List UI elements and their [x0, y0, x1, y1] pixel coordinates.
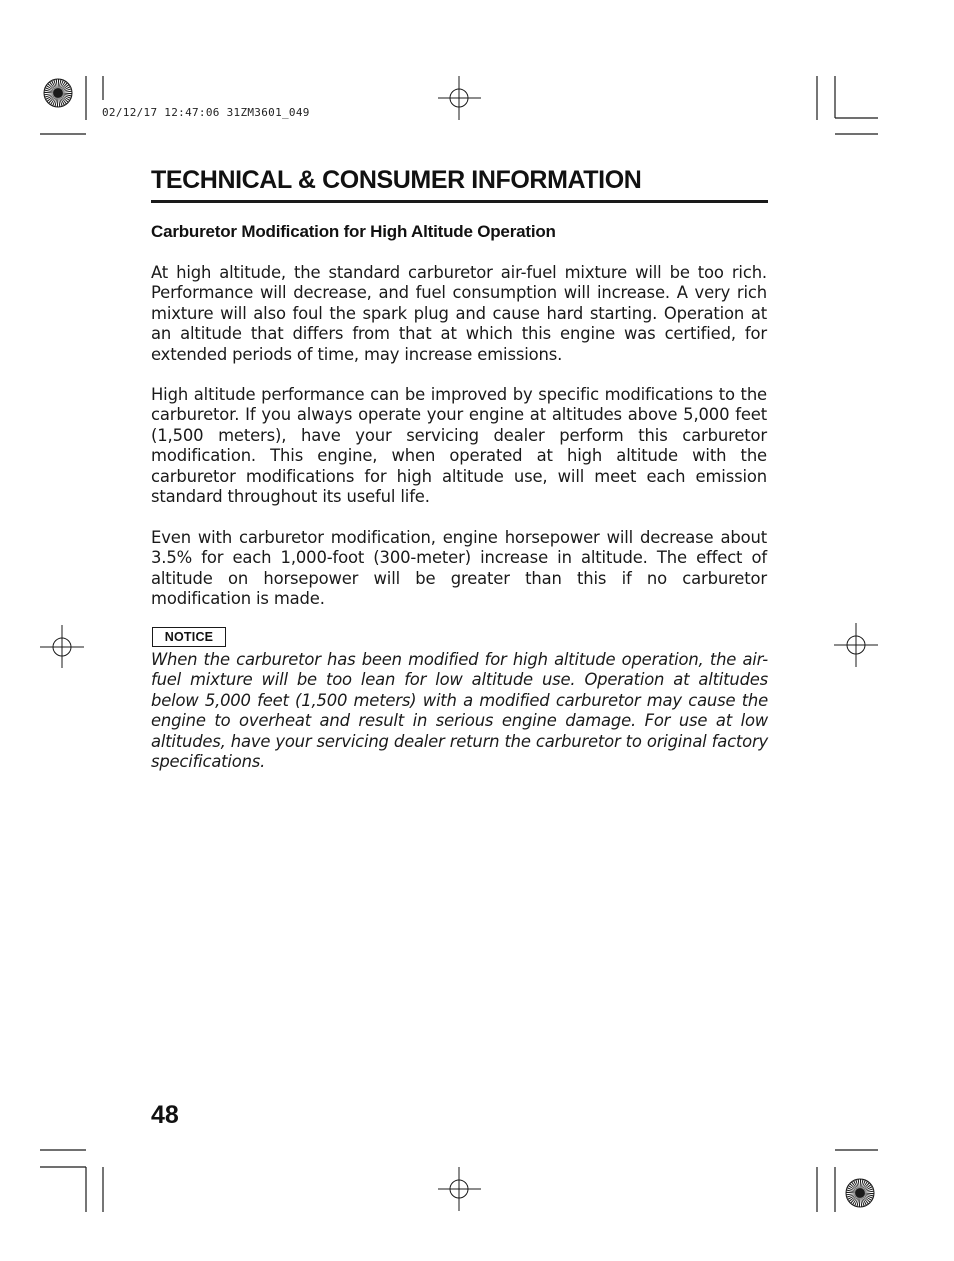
body-paragraph: High altitude performance can be improved by specific modifications to the carburetor. If you always operate your engine at altitudes above 5,000 feet (1,500 meters), have your servicing dealer perform this carburetor modification. This engine, when operated at high altitude with the carburetor modifications for high altitude use, will meet each emission standard throughout its useful life.	[151, 385, 767, 507]
crosshair-icon	[438, 1167, 481, 1211]
print-timestamp: 02/12/17 12:47:06 31ZM3601_049	[102, 106, 310, 119]
section-title: TECHNICAL & CONSUMER INFORMATION	[151, 164, 768, 203]
crop-mark-icon	[817, 76, 878, 134]
body-paragraph: Even with carburetor modification, engine horsepower will decrease about 3.5% for each 1,000-foot (300-meter) increase in altitude. The effect of altitude on horsepower will be greater than this if no carburetor modification is made.	[151, 528, 767, 609]
crosshair-icon	[438, 76, 481, 120]
crosshair-icon	[834, 623, 878, 667]
notice-badge: NOTICE	[152, 627, 226, 647]
sub-heading: Carburetor Modification for High Altitude Operation	[151, 222, 556, 241]
crop-mark-icon	[40, 1150, 103, 1212]
crosshair-icon	[40, 625, 84, 668]
notice-text: When the carburetor has been modified for high altitude operation, the air-fuel mixture will be too lean for low altitude use. Operation at altitudes below 5,000 feet (1,500 meters) with a modified carburetor may cause the engine to overheat and result in serious engine damage. For use at low altitudes, have your servicing dealer return the carburetor to original factory specifications.	[151, 650, 768, 772]
registration-star-icon	[846, 1179, 874, 1207]
page-number: 48	[151, 1101, 179, 1129]
crop-mark-icon	[817, 1150, 878, 1212]
body-paragraph: At high altitude, the standard carburetor air-fuel mixture will be too rich. Performance will decrease, and fuel consumption will increase. A very rich mixture will also foul the spark plug and cause hard starting. Operation at an altitude that differs from that at which this engine was certified, for extended periods of time, may increase emissions.	[151, 263, 767, 364]
registration-star-icon	[44, 79, 72, 107]
